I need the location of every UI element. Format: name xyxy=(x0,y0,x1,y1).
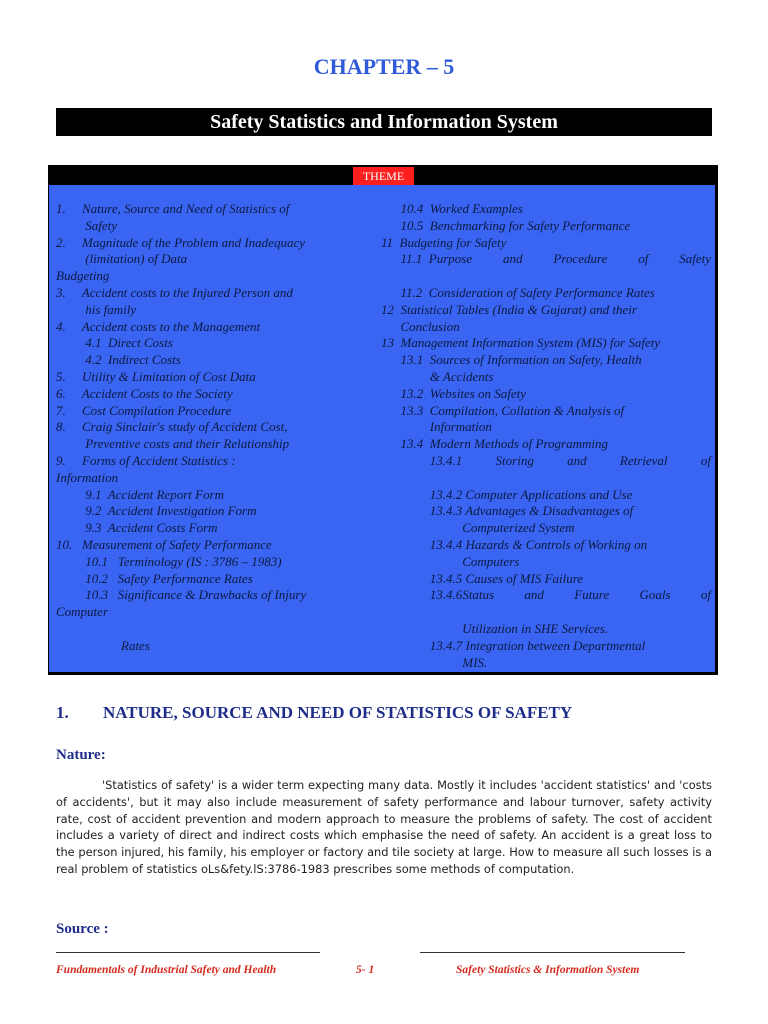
toc-line: 9.3 Accident Costs Form xyxy=(56,520,218,536)
toc-line xyxy=(381,587,711,603)
toc-line: 2. Magnitude of the Problem and Inadequacy xyxy=(56,234,305,250)
toc-line: Utilization in SHE Services. xyxy=(381,621,609,636)
toc-line: 4.1 Direct Costs xyxy=(56,335,173,351)
toc-line: 10.5 Benchmarking for Safety Performance xyxy=(381,217,631,233)
toc-line: Computer xyxy=(56,604,108,620)
footer-rule-left xyxy=(56,952,320,953)
toc-line: 13.4.4 Hazards & Controls of Working on xyxy=(381,537,648,552)
toc-line: 9.1 Accident Report Form xyxy=(56,486,225,502)
toc-line: 13.4.2 Computer Applications and Use xyxy=(381,486,633,502)
theme-label: THEME xyxy=(353,167,414,185)
toc-word: Retrieval xyxy=(619,453,668,468)
toc-word: of xyxy=(638,251,649,267)
nature-heading: Nature: xyxy=(56,747,106,763)
toc-line: 4. Accident costs to the Management xyxy=(56,318,261,334)
toc-line: 6. Accident Costs to the Society xyxy=(56,385,233,401)
toc-line: & Accidents xyxy=(381,369,494,384)
toc-word: Goals xyxy=(639,587,671,603)
toc-line: 9. Forms of Accident Statistics : xyxy=(56,453,236,468)
toc-line: 5. Utility & Limitation of Cost Data xyxy=(56,369,256,384)
toc-line: 13.3 Compilation, Collation & Analysis of xyxy=(381,402,625,418)
toc-line: 10.4 Worked Examples xyxy=(381,201,523,216)
toc-word: of xyxy=(700,587,711,603)
toc-word: and xyxy=(524,587,544,603)
toc-word: Procedure xyxy=(553,251,608,267)
toc-line: Information xyxy=(56,469,119,485)
section-1-number: 1. xyxy=(56,703,69,722)
footer-rule-right xyxy=(420,952,685,953)
toc-line: Preventive costs and their Relationship xyxy=(56,436,290,452)
section-1-title: NATURE, SOURCE AND NEED OF STATISTICS OF SAFETY xyxy=(103,703,573,722)
toc-line: 1. Nature, Source and Need of Statistics of xyxy=(56,201,290,216)
toc-word: Future xyxy=(574,587,610,603)
footer-page-number: 5- 1 xyxy=(356,964,375,976)
toc-line: Computers xyxy=(381,553,520,569)
toc-word: 13.4.1 xyxy=(381,453,463,468)
toc-line xyxy=(381,251,711,267)
toc-line: 13 Management Information System (MIS) for Safety xyxy=(381,335,661,351)
footer-chapter-title: Safety Statistics & Information System xyxy=(456,964,640,976)
toc-line: 10. Measurement of Safety Performance xyxy=(56,537,272,552)
toc-line: 11.2 Consideration of Safety Performance Rates xyxy=(381,285,655,300)
toc-line xyxy=(381,453,711,469)
chapter-heading: CHAPTER – 5 xyxy=(313,54,455,79)
toc-line: Safety xyxy=(56,217,118,233)
nature-paragraph: 'Statistics of safety' is a wider term expecting many data. Mostly it includes 'accident statistics' and 'costs of accidents', but it may also include measurement of safety performance and labour turnover, safety activity rate, cost of accident prevention and modern approach to measure the problems of safety. The cost of accident includes a variety of direct and indirect costs which emphasise the need of safety. An accident is a great loss to the person injured, his family, his employer or factory and tile society at large. How to measure all such losses is a real problem of statistics oLs&fety.lS:3786-1983 prescribes some methods of computation. xyxy=(56,778,712,876)
toc-line: 13.4.7 Integration between Departmental xyxy=(381,637,646,653)
toc-word: and xyxy=(503,251,523,267)
toc-word: Safety xyxy=(679,251,711,267)
source-heading: Source : xyxy=(56,921,109,937)
toc-word: 13.4.6Status xyxy=(381,587,495,603)
toc-line: Budgeting xyxy=(56,268,110,284)
toc-word: of xyxy=(700,453,711,468)
toc-line: 10.2 Safety Performance Rates xyxy=(56,570,253,586)
toc-line: 13.1 Sources of Information on Safety, Health xyxy=(381,352,642,368)
toc-line: (limitation) of Data xyxy=(56,251,188,267)
toc-line: Information xyxy=(381,419,492,435)
toc-line: 8. Craig Sinclair's study of Accident Cost, xyxy=(56,419,288,435)
toc-word: 11.1 Purpose xyxy=(381,251,473,267)
toc-word: and xyxy=(567,453,587,468)
toc-line: his family xyxy=(56,301,137,317)
toc-line: Conclusion xyxy=(381,318,460,334)
section-1-heading xyxy=(56,703,572,723)
toc-line: Rates xyxy=(56,637,150,653)
chapter-title-bar xyxy=(56,108,712,136)
toc-line: 9.2 Accident Investigation Form xyxy=(56,503,257,519)
toc-line: 13.2 Websites on Safety xyxy=(381,385,527,401)
toc-word: Storing xyxy=(495,453,534,468)
toc-line: 13.4 Modern Methods of Programming xyxy=(381,436,609,452)
toc-line: 3. Accident costs to the Injured Person and xyxy=(56,285,293,300)
chapter-title: Safety Statistics and Information System xyxy=(210,110,558,133)
toc-line: 7. Cost Compilation Procedure xyxy=(56,402,232,418)
toc-line: 10.3 Significance & Drawbacks of Injury xyxy=(56,587,307,603)
toc-line: MIS. xyxy=(381,654,488,670)
footer-book-title: Fundamentals of Industrial Safety and Health xyxy=(56,964,277,976)
toc-line: 4.2 Indirect Costs xyxy=(56,352,181,368)
toc-line: Computerized System xyxy=(381,520,575,536)
toc-line: 13.4.5 Causes of MIS Failure xyxy=(381,570,584,586)
toc-line: 11 Budgeting for Safety xyxy=(381,234,507,250)
toc-line: 13.4.3 Advantages & Disadvantages of xyxy=(381,503,634,519)
toc-line: 12 Statistical Tables (India & Gujarat) and their xyxy=(381,301,637,317)
toc-line: 10.1 Terminology (IS : 3786 – 1983) xyxy=(56,553,282,569)
